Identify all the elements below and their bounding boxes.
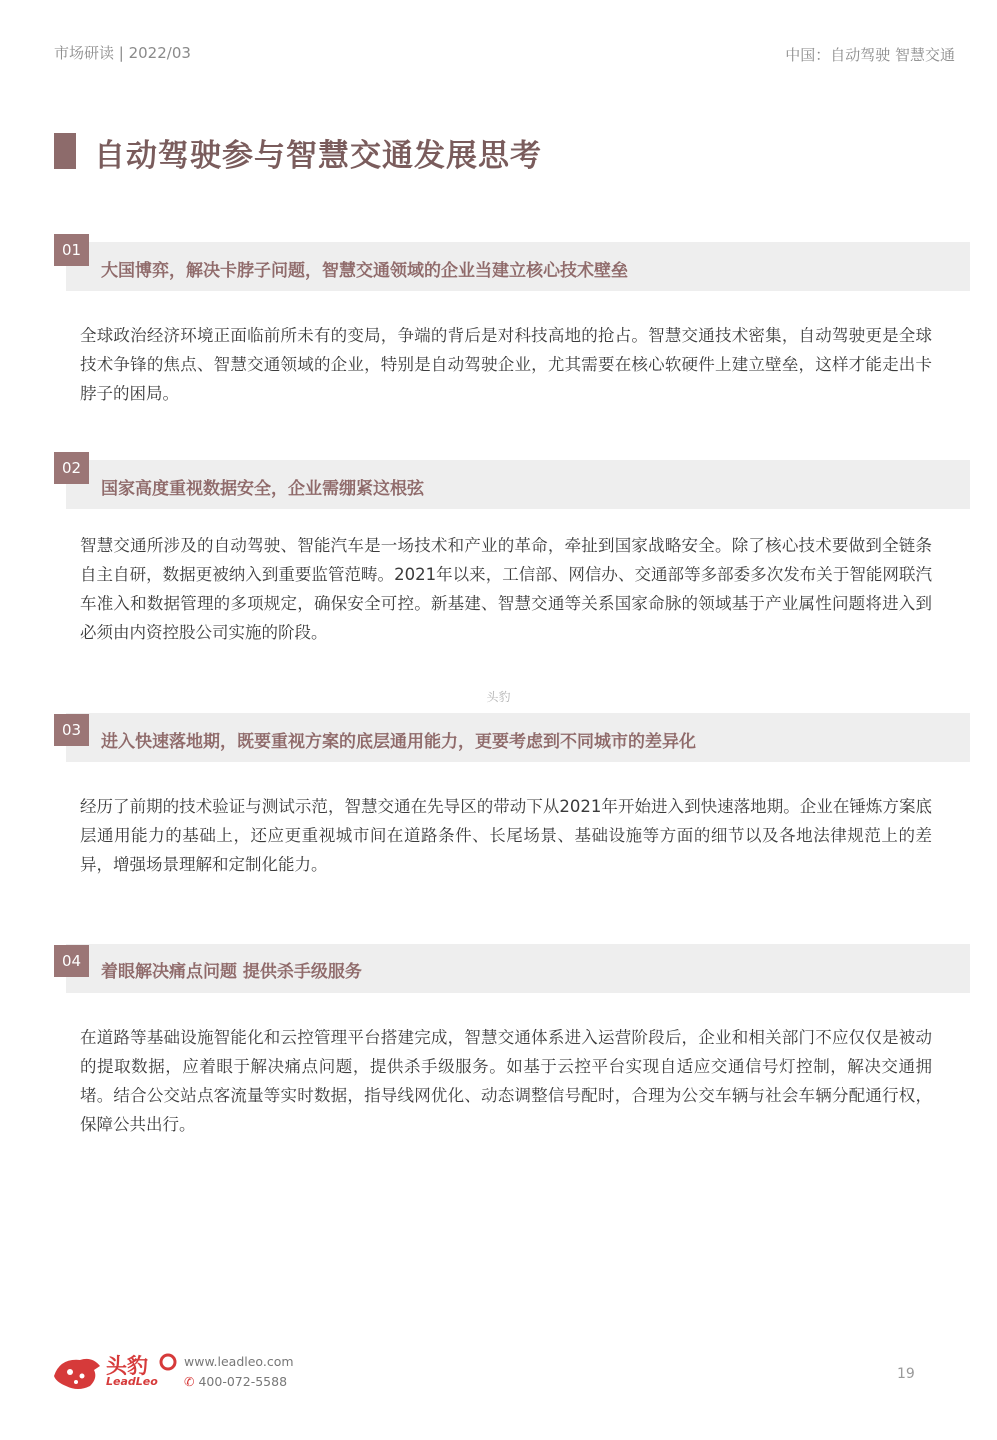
section-heading: 进入快速落地期，既要重视方案的底层通用能力，更要考虑到不同城市的差异化 (101, 732, 696, 752)
brand-name-cn: 头豹 (106, 1354, 148, 1378)
page-title: 自动驾驶参与智慧交通发展思考 (94, 138, 542, 174)
section-body: 在道路等基础设施智能化和云控管理平台搭建完成，智慧交通体系进入运营阶段后，企业和相关部门不应仅仅是被动的提取数据，应着眼于解决痛点问题，提供杀手级服务。如基于云控平台实现自适应交通信号灯控制，解决交通拥堵。结合公交站点客流量等实时数据，指导线网优化、动态调整信号配时，合理为公交车辆与社会车辆分配通行权，保障公共出行。 (80, 1028, 932, 1134)
brand-name-en: LeadLeo (106, 1375, 158, 1388)
section-number-badge: 01 (54, 234, 89, 266)
section-heading: 着眼解决痛点问题 提供杀手级服务 (101, 962, 362, 982)
section-body: 智慧交通所涉及的自动驾驶、智能汽车是一场技术和产业的革命，牵扯到国家战略安全。除了核心技术要做到全链条自主自研，数据更被纳入到重要监管范畴。2021年以来，工信部、网信办、交通部等多部委多次发布关于智能网联汽车准入和数据管理的多项规定，确保安全可控。新基建、智慧交通等关系国家命脉的领域基于产业属性问题将进入到必须由内资控股公司实施的阶段。 (80, 536, 932, 642)
header-report-label: 市场研读 | 2022/03 (54, 44, 191, 62)
header-topic-label: 中国：自动驾驶 智慧交通 (785, 46, 955, 64)
section-body: 经历了前期的技术验证与测试示范，智慧交通在先导区的带动下从2021年开始进入到快速落地期。企业在锤炼方案底层通用能力的基础上，还应更重视城市间在道路条件、长尾场景、基础设施等方面的细节以及各地法律规范上的差异，增强场景理解和定制化能力。 (80, 797, 932, 874)
section-number-badge: 03 (54, 714, 89, 746)
section-heading: 国家高度重视数据安全，企业需绷紧这根弦 (101, 479, 424, 499)
phone-icon: ✆ (184, 1374, 195, 1389)
section-heading: 大国博弈，解决卡脖子问题，智慧交通领域的企业当建立核心技术壁垒 (101, 261, 628, 281)
section-body: 全球政治经济环境正面临前所未有的变局，争端的背后是对科技高地的抢占。智慧交通技术密集，自动驾驶更是全球技术争锋的焦点、智慧交通领域的企业，特别是自动驾驶企业，尤其需要在核心软硬件上建立壁垒，这样才能走出卡脖子的困局。 (80, 326, 932, 403)
website-link[interactable]: www.leadleo.com (184, 1354, 294, 1369)
page-number: 19 (897, 1366, 915, 1382)
section-number-badge: 02 (54, 452, 89, 484)
section-number-badge: 04 (54, 945, 89, 977)
title-accent-bar (54, 133, 76, 169)
phone-number-text: 400-072-5588 (198, 1374, 288, 1389)
phone-number (184, 1374, 287, 1389)
watermark: 头豹 (486, 690, 511, 704)
